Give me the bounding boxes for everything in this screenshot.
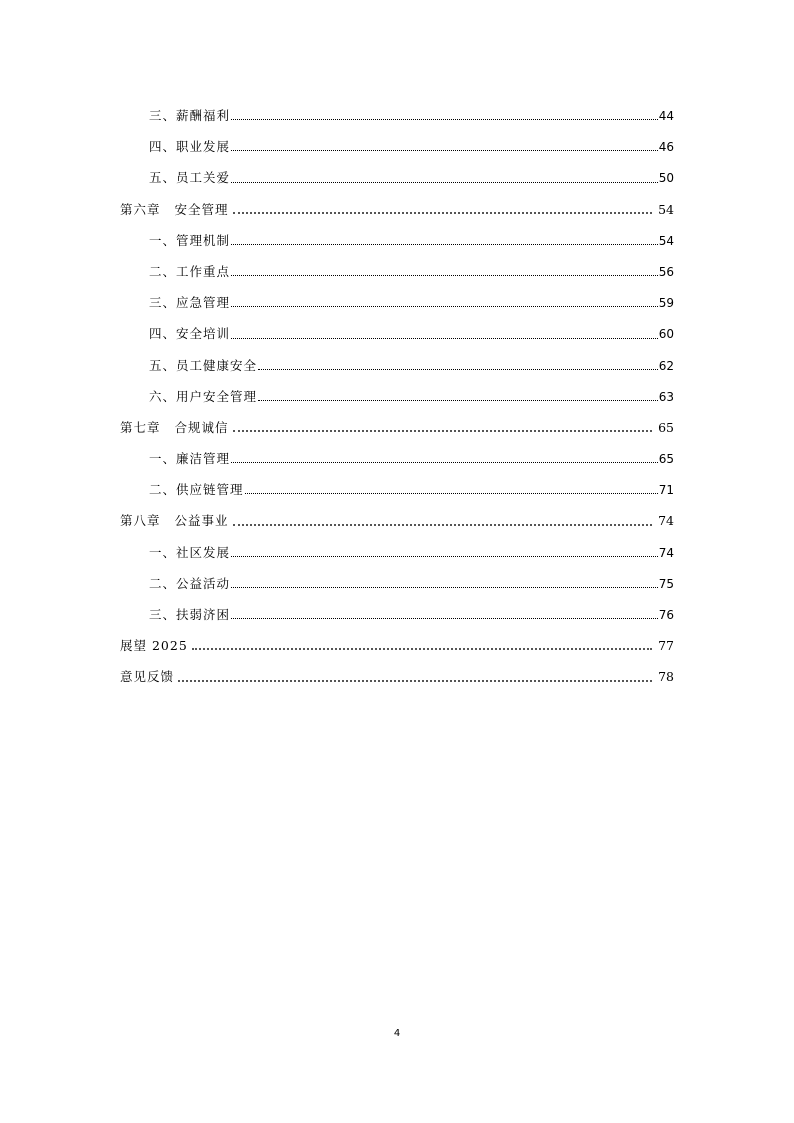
toc-chapter-entry[interactable] [120, 194, 674, 225]
toc-chapter-entry[interactable] [120, 505, 674, 536]
toc-page-number: 76 [658, 608, 674, 622]
toc-entry-title: 意见反馈 [120, 669, 175, 685]
toc-entry-title: 五、员工健康安全 [149, 357, 258, 373]
toc-entry-title: 公益事业 [174, 513, 229, 529]
toc-entry-title: 二、工作重点 [149, 263, 231, 279]
toc-entry-label [120, 661, 174, 692]
toc-entry-label [149, 537, 230, 568]
toc-page-number: 65 [658, 452, 674, 467]
toc-entry-title: 四、职业发展 [149, 139, 231, 155]
toc-entry-title: 二、公益活动 [149, 575, 231, 591]
toc-page-number: 50 [658, 171, 674, 186]
toc-entry-title: 一、廉洁管理 [149, 451, 231, 467]
toc-page-number: 54 [658, 201, 674, 217]
toc-section-entry[interactable] [120, 568, 674, 599]
toc-section-entry[interactable] [120, 350, 674, 381]
toc-page-number: 62 [658, 358, 674, 373]
toc-page-number: 78 [658, 669, 674, 685]
toc-entry-label [120, 630, 188, 661]
toc-chapter-number: 第七章 [120, 419, 161, 435]
toc-chapter-number: 第六章 [120, 201, 161, 217]
toc-entry-label [120, 412, 229, 443]
toc-dot-leader [231, 337, 658, 339]
toc-section-entry[interactable] [120, 318, 674, 349]
toc-page-number: 71 [658, 483, 674, 498]
toc-entry-title: 安全管理 [174, 201, 229, 217]
toc-dot-leader [245, 492, 658, 494]
toc-entry-title: 三、应急管理 [149, 295, 231, 311]
toc-entry-label [149, 568, 230, 599]
toc-section-entry[interactable] [120, 225, 674, 256]
toc-dot-leader [231, 305, 658, 307]
toc-entry-label [120, 505, 229, 536]
toc-chapter-entry[interactable] [120, 661, 674, 692]
toc-dot-leader [231, 181, 658, 183]
toc-page-number: 65 [658, 419, 674, 435]
toc-entry-title: 五、员工关爱 [149, 170, 231, 186]
toc-entry-title: 三、薪酬福利 [149, 108, 231, 123]
toc-entry-label [149, 162, 230, 193]
toc-entry-label [120, 194, 229, 225]
toc-entry-label [149, 287, 230, 318]
toc-entry-label [149, 318, 230, 349]
toc-section-entry[interactable] [120, 599, 674, 630]
toc-page-number: 74 [658, 513, 674, 529]
toc-entry-label [149, 474, 244, 505]
toc-page-number: 46 [658, 140, 674, 155]
toc-dot-leader [231, 461, 658, 463]
toc-page-number: 56 [658, 264, 674, 279]
toc-page-number: 60 [658, 327, 674, 342]
toc-entry-title: 六、用户安全管理 [149, 388, 258, 404]
toc-entry-title: 一、社区发展 [149, 544, 231, 560]
toc-dot-leader [231, 555, 658, 557]
toc-section-entry[interactable] [120, 474, 674, 505]
toc-section-entry[interactable] [120, 537, 674, 568]
toc-dot-leader [192, 647, 652, 650]
toc-dot-leader [258, 399, 658, 401]
toc-dot-leader [178, 679, 652, 682]
toc-section-entry[interactable] [120, 256, 674, 287]
toc-section-entry[interactable] [120, 162, 674, 193]
toc-page-number: 77 [658, 638, 674, 654]
toc-entry-title: 合规诚信 [174, 419, 229, 435]
toc-section-entry[interactable] [120, 100, 674, 131]
toc-dot-leader [258, 368, 658, 370]
toc-page-number: 59 [658, 296, 674, 311]
toc-dot-leader [231, 118, 658, 120]
toc-entry-label [149, 443, 230, 474]
toc-entry-label [149, 256, 230, 287]
toc-entry-title: 四、安全培训 [149, 326, 231, 342]
toc-entry-title: 展望 2025 [120, 638, 188, 654]
toc-section-entry[interactable] [120, 443, 674, 474]
toc-dot-leader [233, 429, 653, 432]
toc-dot-leader [233, 523, 653, 526]
toc-chapter-entry[interactable] [120, 630, 674, 661]
toc-entry-title: 一、管理机制 [149, 232, 231, 248]
toc-entry-title: 三、扶弱济困 [149, 607, 231, 622]
toc-entry-label [149, 100, 230, 131]
toc-page-number: 44 [658, 109, 674, 123]
toc-entry-label [149, 599, 230, 630]
toc-entry-label [149, 225, 230, 256]
toc-dot-leader [231, 149, 658, 151]
toc-entry-label [149, 131, 230, 162]
toc-chapter-entry[interactable] [120, 412, 674, 443]
toc-page-number: 63 [658, 389, 674, 404]
toc-entry-label [149, 381, 257, 412]
table-of-contents [120, 100, 674, 693]
toc-dot-leader [231, 586, 658, 588]
toc-section-entry[interactable] [120, 381, 674, 412]
page-number: 4 [393, 1028, 401, 1039]
toc-dot-leader [231, 243, 658, 245]
toc-dot-leader [231, 617, 658, 619]
toc-entry-title: 二、供应链管理 [149, 482, 244, 498]
toc-chapter-number: 第八章 [120, 513, 161, 529]
toc-dot-leader [231, 274, 658, 276]
toc-entry-label [149, 350, 257, 381]
toc-page-number: 74 [658, 545, 674, 560]
toc-section-entry[interactable] [120, 287, 674, 318]
toc-dot-leader [233, 211, 653, 214]
toc-page-number: 54 [658, 233, 674, 248]
toc-page-number: 75 [658, 576, 674, 591]
toc-section-entry[interactable] [120, 131, 674, 162]
